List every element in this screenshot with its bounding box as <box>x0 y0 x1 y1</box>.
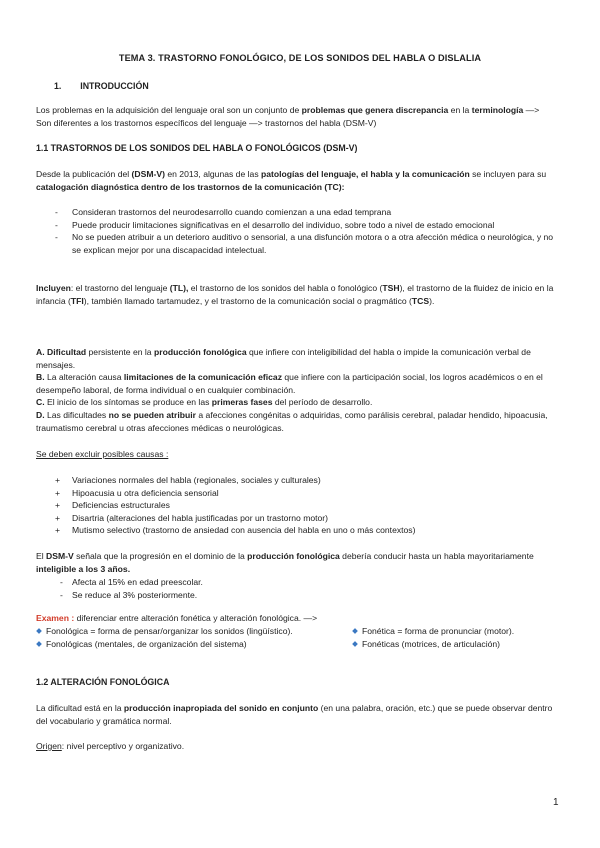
text: El inicio de los síntomas se produce en las <box>44 397 212 408</box>
dash-marker: - <box>55 232 58 243</box>
bold-text: TCS <box>411 295 430 306</box>
criterion-c <box>36 396 556 409</box>
list-item-text: Se reduce al 3% posteriormente. <box>72 589 198 600</box>
text: (en una palabra, oración, etc.) que se puede observar dentro del vocabulario y gramática normal. <box>36 703 553 726</box>
list-item-text: Afecta al 15% en edad preescolar. <box>72 577 203 587</box>
text: que infiere con la participación social, los logros académicos o en el desempeño laboral, de forma individual o en cualquier combinación. <box>36 372 543 395</box>
comparison-row <box>36 625 556 638</box>
list-item-text: Fonética = forma de pronunciar (motor). <box>362 626 515 636</box>
intro-paragraph <box>36 104 556 129</box>
alteracion-paragraph <box>36 702 556 727</box>
text: se incluyen para su <box>469 169 547 179</box>
text: El <box>36 551 47 561</box>
bold-text: producción fonológica <box>247 551 340 561</box>
origen-line <box>36 740 556 753</box>
bold-text: Incluyen <box>36 283 71 293</box>
text: Los problemas en la adquisición del lenguaje oral son un conjunto de <box>36 105 302 115</box>
bold-text: no se pueden atribuir <box>108 409 196 420</box>
publication-paragraph <box>36 168 556 193</box>
text: en la <box>448 105 472 115</box>
text: : nivel perceptivo y organizativo. <box>61 741 185 751</box>
list-item <box>36 474 556 487</box>
examen-label: Examen : <box>36 613 75 623</box>
diamond-bullet-icon <box>36 628 42 634</box>
plus-marker: + <box>55 500 61 511</box>
comparison-columns <box>36 625 556 650</box>
list-item-text: Fonológica = forma de pensar/organizar los sonidos (lingüístico). <box>46 626 293 636</box>
text: que infiere con inteligibilidad del habla o impide la comunicación verbal de mensajes. <box>36 347 531 370</box>
text: el trastorno de los sonidos del habla o fonológico ( <box>188 283 383 293</box>
diamond-bullet-icon <box>36 641 42 647</box>
dash-marker: - <box>60 589 63 600</box>
examen-line <box>36 612 556 625</box>
dash-marker: - <box>55 207 58 217</box>
text: a afecciones congénitas o adquiridas, como parálisis cerebral, paladar hendido, hipoacusia, traumatismo cerebral u otras afecciones médicas o neurológicas. <box>36 409 548 433</box>
text: Las dificultades <box>44 409 109 420</box>
bold-text: DSM-V <box>46 551 74 561</box>
bold-text: catalogación diagnóstica dentro de los trastornos de la comunicación (TC): <box>36 181 345 192</box>
text: persistente en la <box>86 347 154 357</box>
fonologicas-item <box>36 638 352 651</box>
bold-text: C. <box>36 397 45 408</box>
dash-marker: - <box>60 577 63 587</box>
foneticas-item <box>352 638 500 651</box>
section-number: 1. <box>54 81 62 91</box>
bold-text: (TL), <box>169 283 189 293</box>
bold-text: D. <box>36 409 45 420</box>
list-item <box>36 219 556 232</box>
origen-label: Origen <box>36 741 62 751</box>
bold-text: primeras fases <box>211 397 273 408</box>
document-title: TEMA 3. TRASTORNO FONOLÓGICO, DE LOS SONIDOS DEL HABLA O DISLALIA <box>118 53 482 63</box>
dsm-list <box>36 576 203 601</box>
text: debería conducir hasta un habla mayoritariamente <box>339 551 534 561</box>
list-item-text: Variaciones normales del habla (regionales, sociales y culturales) <box>72 475 321 485</box>
section-1-1-heading: 1.1 TRASTORNOS DE LOS SONIDOS DEL HABLA O FONOLÓGICOS (DSM-V) <box>36 143 358 153</box>
text: diferenciar entre alteración fonética y alteración fonológica. —> <box>74 613 318 623</box>
list-item-text: Mutismo selectivo (trastorno de ansiedad con ausencia del habla en uno o más contextos) <box>72 525 416 536</box>
list-item-text: Deficiencias estructurales <box>72 500 170 511</box>
list-item-text: Disartria (alteraciones del habla justificadas por un trastorno motor) <box>72 512 329 523</box>
bold-text: problemas que genera discrepancia <box>301 105 449 115</box>
bold-text: A. Dificultad <box>36 347 87 357</box>
bold-text: B. <box>36 372 45 383</box>
list-item <box>36 576 203 589</box>
bold-text: limitaciones de la comunicación eficaz <box>123 372 282 383</box>
bold-text: terminología <box>471 105 524 115</box>
section-1-heading <box>54 80 149 93</box>
list-item-text: Consideran trastornos del neurodesarrollo cuando comienzan a una edad temprana <box>72 207 392 217</box>
list-item <box>36 512 556 525</box>
text: Desde la publicación del <box>36 169 132 179</box>
text: : el trastorno del lenguaje <box>70 283 170 293</box>
list-item <box>36 499 556 512</box>
bold-text: TFI <box>70 295 84 306</box>
text: La alteración causa <box>44 372 124 383</box>
text: ), también llamado tartamudez, y el trastorno de la comunicación social o pragmático ( <box>83 295 412 306</box>
bold-text: producción inapropiada del sonido en conjunto <box>123 703 319 713</box>
list-item-text: Fonológicas (mentales, de organización del sistema) <box>46 638 247 649</box>
plus-marker: + <box>55 512 61 523</box>
dash-marker: - <box>55 219 58 230</box>
list-item-text: Hipoacusia u otra deficiencia sensorial <box>72 487 219 498</box>
section-title: INTRODUCCIÓN <box>80 81 149 91</box>
fonetica-item <box>352 625 514 638</box>
list-item-text: Fonéticas (motrices, de articulación) <box>362 638 501 649</box>
criterion-a <box>36 346 556 371</box>
bold-text: patologías del lenguaje, el habla y la comunicación <box>261 169 470 179</box>
fonologica-item <box>36 625 352 638</box>
criterion-d <box>36 409 556 434</box>
comparison-row <box>36 638 556 651</box>
plus-marker: + <box>55 525 61 536</box>
page-number: 1 <box>553 797 559 808</box>
criterion-b <box>36 371 556 396</box>
text: del período de desarrollo. <box>272 397 373 408</box>
bold-text: (DSM-V) <box>131 169 165 179</box>
list-item-text: No se pueden atribuir a un deterioro auditivo o sensorial, a una disfunción motora o a otra afección médica o neurológica, y no se explican mejor por una discapacidad intelectual. <box>72 232 554 255</box>
dash-list <box>36 206 556 256</box>
incluyen-paragraph <box>36 282 556 307</box>
list-item <box>36 589 203 602</box>
plus-marker: + <box>55 475 61 485</box>
list-item <box>36 231 556 256</box>
excluir-heading: Se deben excluir posibles causas : <box>36 449 169 459</box>
text: en 2013, algunas de las <box>164 169 262 179</box>
bold-text: producción fonológica <box>153 347 247 357</box>
criteria-block <box>36 346 556 434</box>
plus-list <box>36 474 556 537</box>
bold-text: TSH <box>382 283 400 293</box>
list-item <box>36 487 556 500</box>
diamond-bullet-icon <box>352 628 358 634</box>
text: ). <box>429 295 435 306</box>
list-item <box>36 524 556 537</box>
list-item-text: Puede producir limitaciones significativas en el desarrollo del individuo, sobre todo a nivel de estado emocional <box>72 219 495 230</box>
plus-marker: + <box>55 487 61 498</box>
text: La dificultad está en la <box>36 703 124 713</box>
bold-text: inteligible a los 3 años. <box>36 563 131 574</box>
text: señala que la progresión en el dominio de la <box>73 551 248 561</box>
text: ), el trastorno de la fluidez de inicio en la infancia ( <box>36 283 554 306</box>
section-1-2-heading: 1.2 ALTERACIÓN FONOLÓGICA <box>36 677 170 687</box>
diamond-bullet-icon <box>352 641 358 647</box>
list-item <box>36 206 556 219</box>
dsm-paragraph <box>36 550 556 575</box>
text: —> Son diferentes a los trastornos específicos del lenguaje —> trastornos del habla (DSM-V) <box>36 105 540 128</box>
